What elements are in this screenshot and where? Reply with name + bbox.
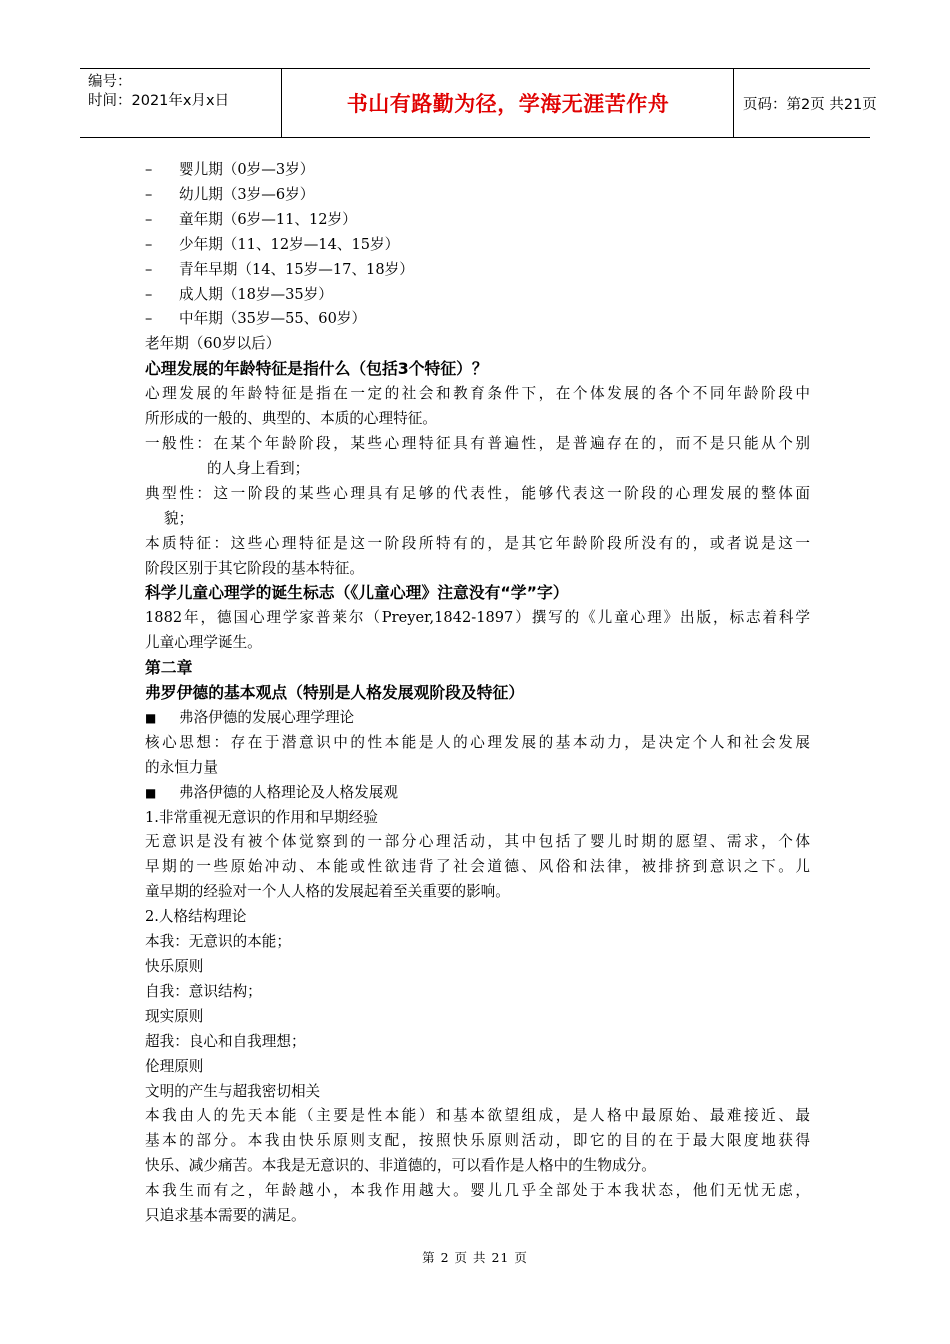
paragraph-line: 本质特征：这些心理特征是这一阶段所特有的，是其它年龄阶段所没有的，或者说是这一 [145, 534, 810, 552]
structure-line: 本我：无意识的本能； [145, 933, 291, 951]
paragraph-line: 快乐、减少痛苦。本我是无意识的、非道德的，可以看作是人格中的生物成分。 [145, 1157, 656, 1175]
time-label: 时间：2021年x月x日 [88, 93, 230, 109]
stage-text: 成人期（18岁—35岁） [179, 285, 333, 303]
stage-item [145, 307, 810, 332]
old-age-line: 老年期（60岁以后） [145, 335, 281, 353]
square-bullet-icon: ■ [145, 710, 157, 725]
stage-item [145, 283, 810, 308]
paragraph-line: 只追求基本需要的满足。 [145, 1207, 306, 1225]
stage-text: 童年期（6岁—11、12岁） [179, 210, 357, 228]
chapter-heading: 第二章 [145, 658, 193, 678]
dash-marker: – [145, 260, 153, 278]
structure-line: 伦理原则 [145, 1057, 204, 1075]
section-heading: 弗罗伊德的基本观点（特别是人格发展观阶段及特征） [145, 683, 525, 703]
page-footer: 第 2 页 共 21 页 [422, 1250, 528, 1265]
dash-marker: – [145, 310, 153, 328]
stage-item [145, 258, 810, 283]
bullet-text: 弗洛伊德的人格理论及人格发展观 [179, 783, 398, 801]
paragraph-line: 早期的一些原始冲动、本能或性欲违背了社会道德、风俗和法律，被排挤到意识之下。儿 [145, 858, 810, 876]
paragraph-line: 的人身上看到； [207, 459, 310, 477]
paragraph-line: 本我生而有之，年龄越小，本我作用越大。婴儿几乎全部处于本我状态，他们无忧无虑， [145, 1182, 810, 1200]
paragraph-line: 无意识是没有被个体觉察到的一部分心理活动，其中包括了婴儿时期的愿望、需求，个体 [145, 833, 810, 851]
dash-marker: – [145, 185, 153, 203]
numbered-point: 1.非常重视无意识的作用和早期经验 [145, 808, 378, 826]
number-label: 编号： [88, 74, 132, 90]
structure-line: 快乐原则 [145, 958, 204, 975]
bullet-item [145, 706, 810, 731]
structure-line: 现实原则 [145, 1007, 204, 1025]
section-heading: 科学儿童心理学的诞生标志（《儿童心理》注意没有“学”字） [145, 583, 569, 603]
paragraph-line: 核心思想：存在于潜意识中的性本能是人的心理发展的基本动力，是决定个人和社会发展 [145, 733, 810, 751]
paragraph-line: 心理发展的年龄特征是指在一定的社会和教育条件下，在个体发展的各个不同年龄阶段中 [145, 385, 810, 403]
stage-item [145, 233, 810, 258]
structure-line: 文明的产生与超我密切相关 [145, 1082, 321, 1100]
structure-line: 自我：意识结构； [145, 982, 262, 1000]
page-header [80, 68, 877, 138]
paragraph-line: 童早期的经验对一个人人格的发展起着至关重要的影响。 [145, 883, 510, 901]
stage-item [145, 208, 810, 233]
bullet-text: 弗洛伊德的发展心理学理论 [179, 708, 355, 726]
dash-marker: – [145, 210, 153, 228]
section-heading: 心理发展的年龄特征是指什么（包括3个特征）？ [145, 359, 488, 379]
bullet-item [145, 781, 810, 806]
paragraph-line: 本我由人的先天本能（主要是性本能）和基本欲望组成，是人格中最原始、最难接近、最 [145, 1107, 810, 1125]
stage-text: 青年早期（14、15岁—17、18岁） [179, 260, 414, 278]
dash-marker: – [145, 161, 153, 178]
stage-text: 婴儿期（0岁—3岁） [179, 161, 315, 178]
paragraph-line: 典型性：这一阶段的某些心理具有足够的代表性，能够代表这一阶段的心理发展的整体面 [145, 484, 810, 502]
structure-line: 超我：良心和自我理想； [145, 1032, 306, 1050]
stage-text: 中年期（35岁—55、60岁） [179, 310, 367, 328]
stage-item [145, 158, 810, 183]
paragraph-line: 儿童心理学诞生。 [145, 634, 262, 652]
paragraph-line: 基本的部分。本我由快乐原则支配，按照快乐原则活动，即它的目的在于最大限度地获得 [145, 1132, 810, 1150]
square-bullet-icon: ■ [145, 785, 157, 800]
paragraph-line: 貌； [164, 509, 194, 527]
numbered-point: 2.人格结构理论 [145, 908, 247, 926]
stage-item [145, 183, 810, 208]
paragraph-line: 阶段区别于其它阶段的基本特征。 [145, 559, 364, 577]
header-page-info: 页码：第2页 共21页 [743, 96, 877, 113]
dash-marker: – [145, 285, 153, 303]
paragraph-line: 1882年，德国心理学家普莱尔（Preyer,1842-1897）撰写的《儿童心理》出版，标志着科学 [145, 609, 810, 627]
stage-text: 少年期（11、12岁—14、15岁） [179, 235, 400, 253]
dash-marker: – [145, 235, 153, 253]
paragraph-line: 的永恒力量 [145, 758, 218, 776]
document-body [145, 158, 810, 1229]
header-meta-cell [80, 69, 282, 137]
header-motto: 书山有路勤为径，学海无涯苦作舟 [283, 69, 734, 137]
stage-text: 幼儿期（3岁—6岁） [179, 185, 315, 203]
paragraph-line: 所形成的一般的、典型的、本质的心理特征。 [145, 410, 437, 428]
paragraph-line: 一般性：在某个年龄阶段，某些心理特征具有普遍性，是普遍存在的，而不是只能从个别 [145, 434, 810, 452]
